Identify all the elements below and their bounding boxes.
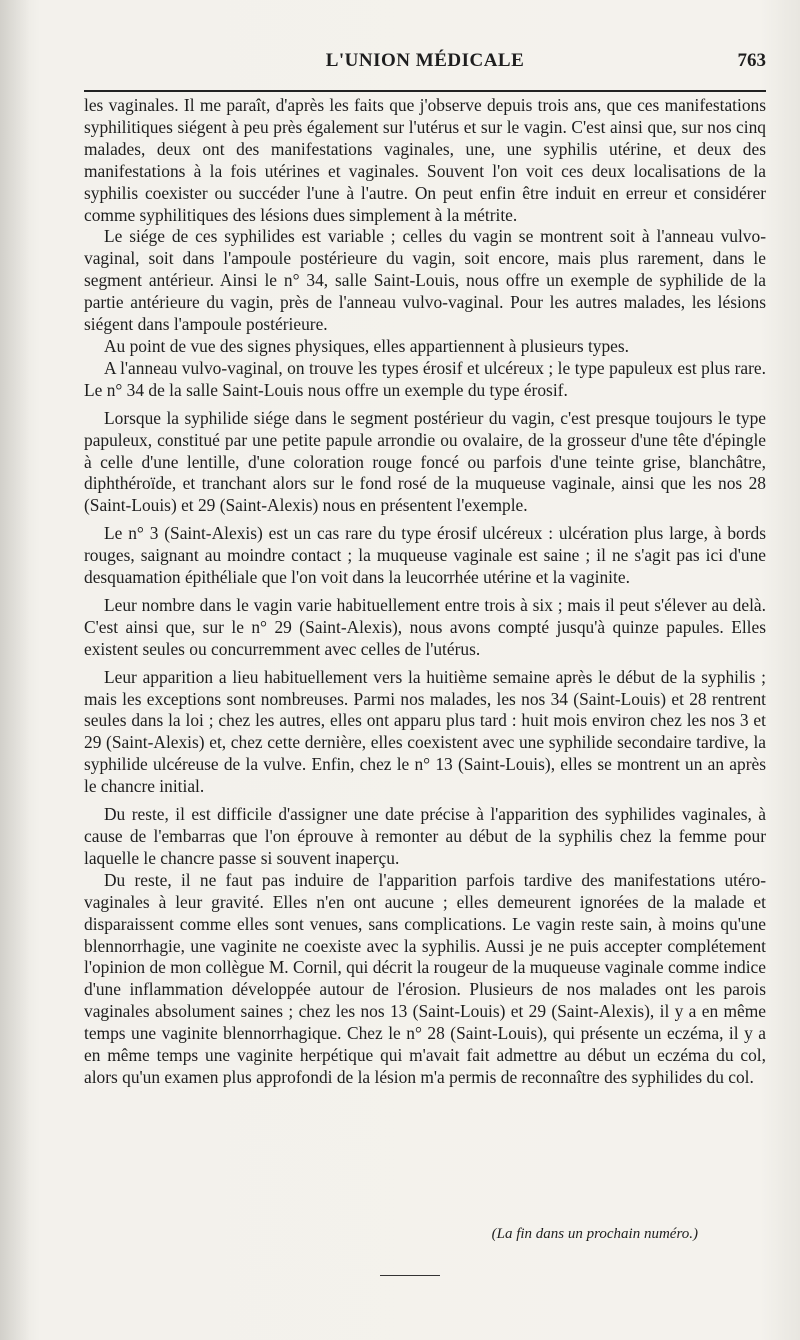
- paragraph: Du reste, il est difficile d'assigner une date précise à l'apparition des syphilides vaginales, à cause de l'embarras que l'on éprouve à remonter au début de la syphilis chez la femme pour laquelle le chancre passe si souvent inaperçu.: [84, 804, 766, 868]
- page-fold-shadow: [0, 0, 30, 1340]
- footer-rule: [380, 1275, 440, 1276]
- paragraph: Du reste, il ne faut pas induire de l'apparition parfois tardive des manifestations utéro-vaginales à leur gravité. Elles n'en ont aucune ; elles demeurent ignorées de la malade et disparaissent comme elles sont venues, sans complications. Le vagin reste sain, à moins qu'une blennorrhagie, une vaginite ne coexiste avec la syphilis. Aussi je ne puis accepter complétement l'opinion de mon collègue M. Cornil, qui décrit la rougeur de la muqueuse vaginale comme indice d'une inflammation développée autour de l'érosion. Plusieurs de nos malades ont les parois vaginales absolument saines ; chez les nos 13 (Saint-Louis) et 29 (Saint-Alexis), il y a en même temps une vaginite blennorrhagique. Chez le n° 28 (Saint-Louis), qui présente un eczéma, il y a en même temps une vaginite herpétique qui m'avait fait admettre au début un eczéma du col, alors qu'un examen plus approfondi de la lésion m'a permis de reconnaître des syphilides du col.: [84, 869, 766, 1087]
- header-rule: [84, 90, 766, 92]
- page-number: 763: [737, 50, 766, 71]
- paragraph: Leur apparition a lieu habituellement vers la huitième semaine après le début de la syphilis ; mais les exceptions sont nombreuses. Parmi nos malades, les nos 34 (Saint-Louis) et 28 rentrent seules dans la loi ; chez les autres, elles ont apparu plus tard : huit mois environ chez les nos 3 et 29 (Saint-Alexis) et, chez cette dernière, elles coexistent avec une syphilide secondaire tardive, la syphilide ulcéreuse de la vulve. Enfin, chez le n° 13 (Saint-Louis), elles se montrent un an après le chancre initial.: [84, 666, 766, 797]
- paragraph: les vaginales. Il me paraît, d'après les faits que j'observe depuis trois ans, que ces manifestations syphilitiques siégent à peu près également sur l'utérus et sur le vagin. C'est ainsi que, sur nos cinq malades, deux ont des manifestations vaginales, une, une syphilis utérine, et deux des manifestations à la fois utérines et vaginales. Souvent l'on voit ces deux localisations de la syphilis coexister ou succéder l'une à l'autre. On peut enfin être induit en erreur et considérer comme syphilitiques des lésions dues simplement à la métrite.: [84, 95, 766, 225]
- paragraph: A l'anneau vulvo-vaginal, on trouve les types érosif et ulcéreux ; le type papuleux est plus rare. Le n° 34 de la salle Saint-Louis nous offre un exemple du type érosif.: [84, 357, 766, 400]
- paragraph: Le n° 3 (Saint-Alexis) est un cas rare du type érosif ulcéreux : ulcération plus large, à bords rouges, saignant au moindre contact ; la muqueuse vaginale est saine ; il ne s'agit pas ici d'une desquamation épithéliale que l'on voit dans la leucorrhée utérine et la vaginite.: [84, 523, 766, 588]
- paragraph: Au point de vue des signes physiques, elles appartiennent à plusieurs types.: [104, 335, 629, 356]
- page-header: [84, 48, 766, 78]
- paragraph: Le siége de ces syphilides est variable ; celles du vagin se montrent soit à l'anneau vulvo-vaginal, soit dans l'ampoule postérieure du vagin, soit encore, mais plus rarement, dans le segment antérieur. Ainsi le n° 34, salle Saint-Louis, nous offre un exemple de syphilide de la partie antérieure du vagin, près de l'anneau vulvo-vaginal. Pour les autres malades, les lésions siégent dans l'ampoule postérieure.: [84, 226, 766, 335]
- article-body: [84, 95, 766, 1089]
- paragraph: Lorsque la syphilide siége dans le segment postérieur du vagin, c'est presque toujours le type papuleux, constitué par une petite papule arrondie ou ovalaire, de la grosseur d'une tête d'épingle à celle d'une lentille, d'une coloration rouge foncé ou parfois d'une teinte grise, blanchâtre, diphthéroïde, et tranchant alors sur le fond rosé de la muqueuse vaginale, ainsi que les nos 28 (Saint-Louis) et 29 (Saint-Alexis) nous en présentent l'exemple.: [84, 407, 766, 516]
- continuation-note: (La fin dans un prochain numéro.): [491, 1226, 698, 1242]
- journal-title: L'UNION MÉDICALE: [325, 50, 525, 71]
- paragraph: Leur nombre dans le vagin varie habituellement entre trois à six ; mais il peut s'élever au delà. C'est ainsi que, sur le n° 29 (Saint-Alexis), nous avons compté jusqu'à quinze papules. Elles existent seules ou concurremment avec celles de l'utérus.: [84, 594, 766, 659]
